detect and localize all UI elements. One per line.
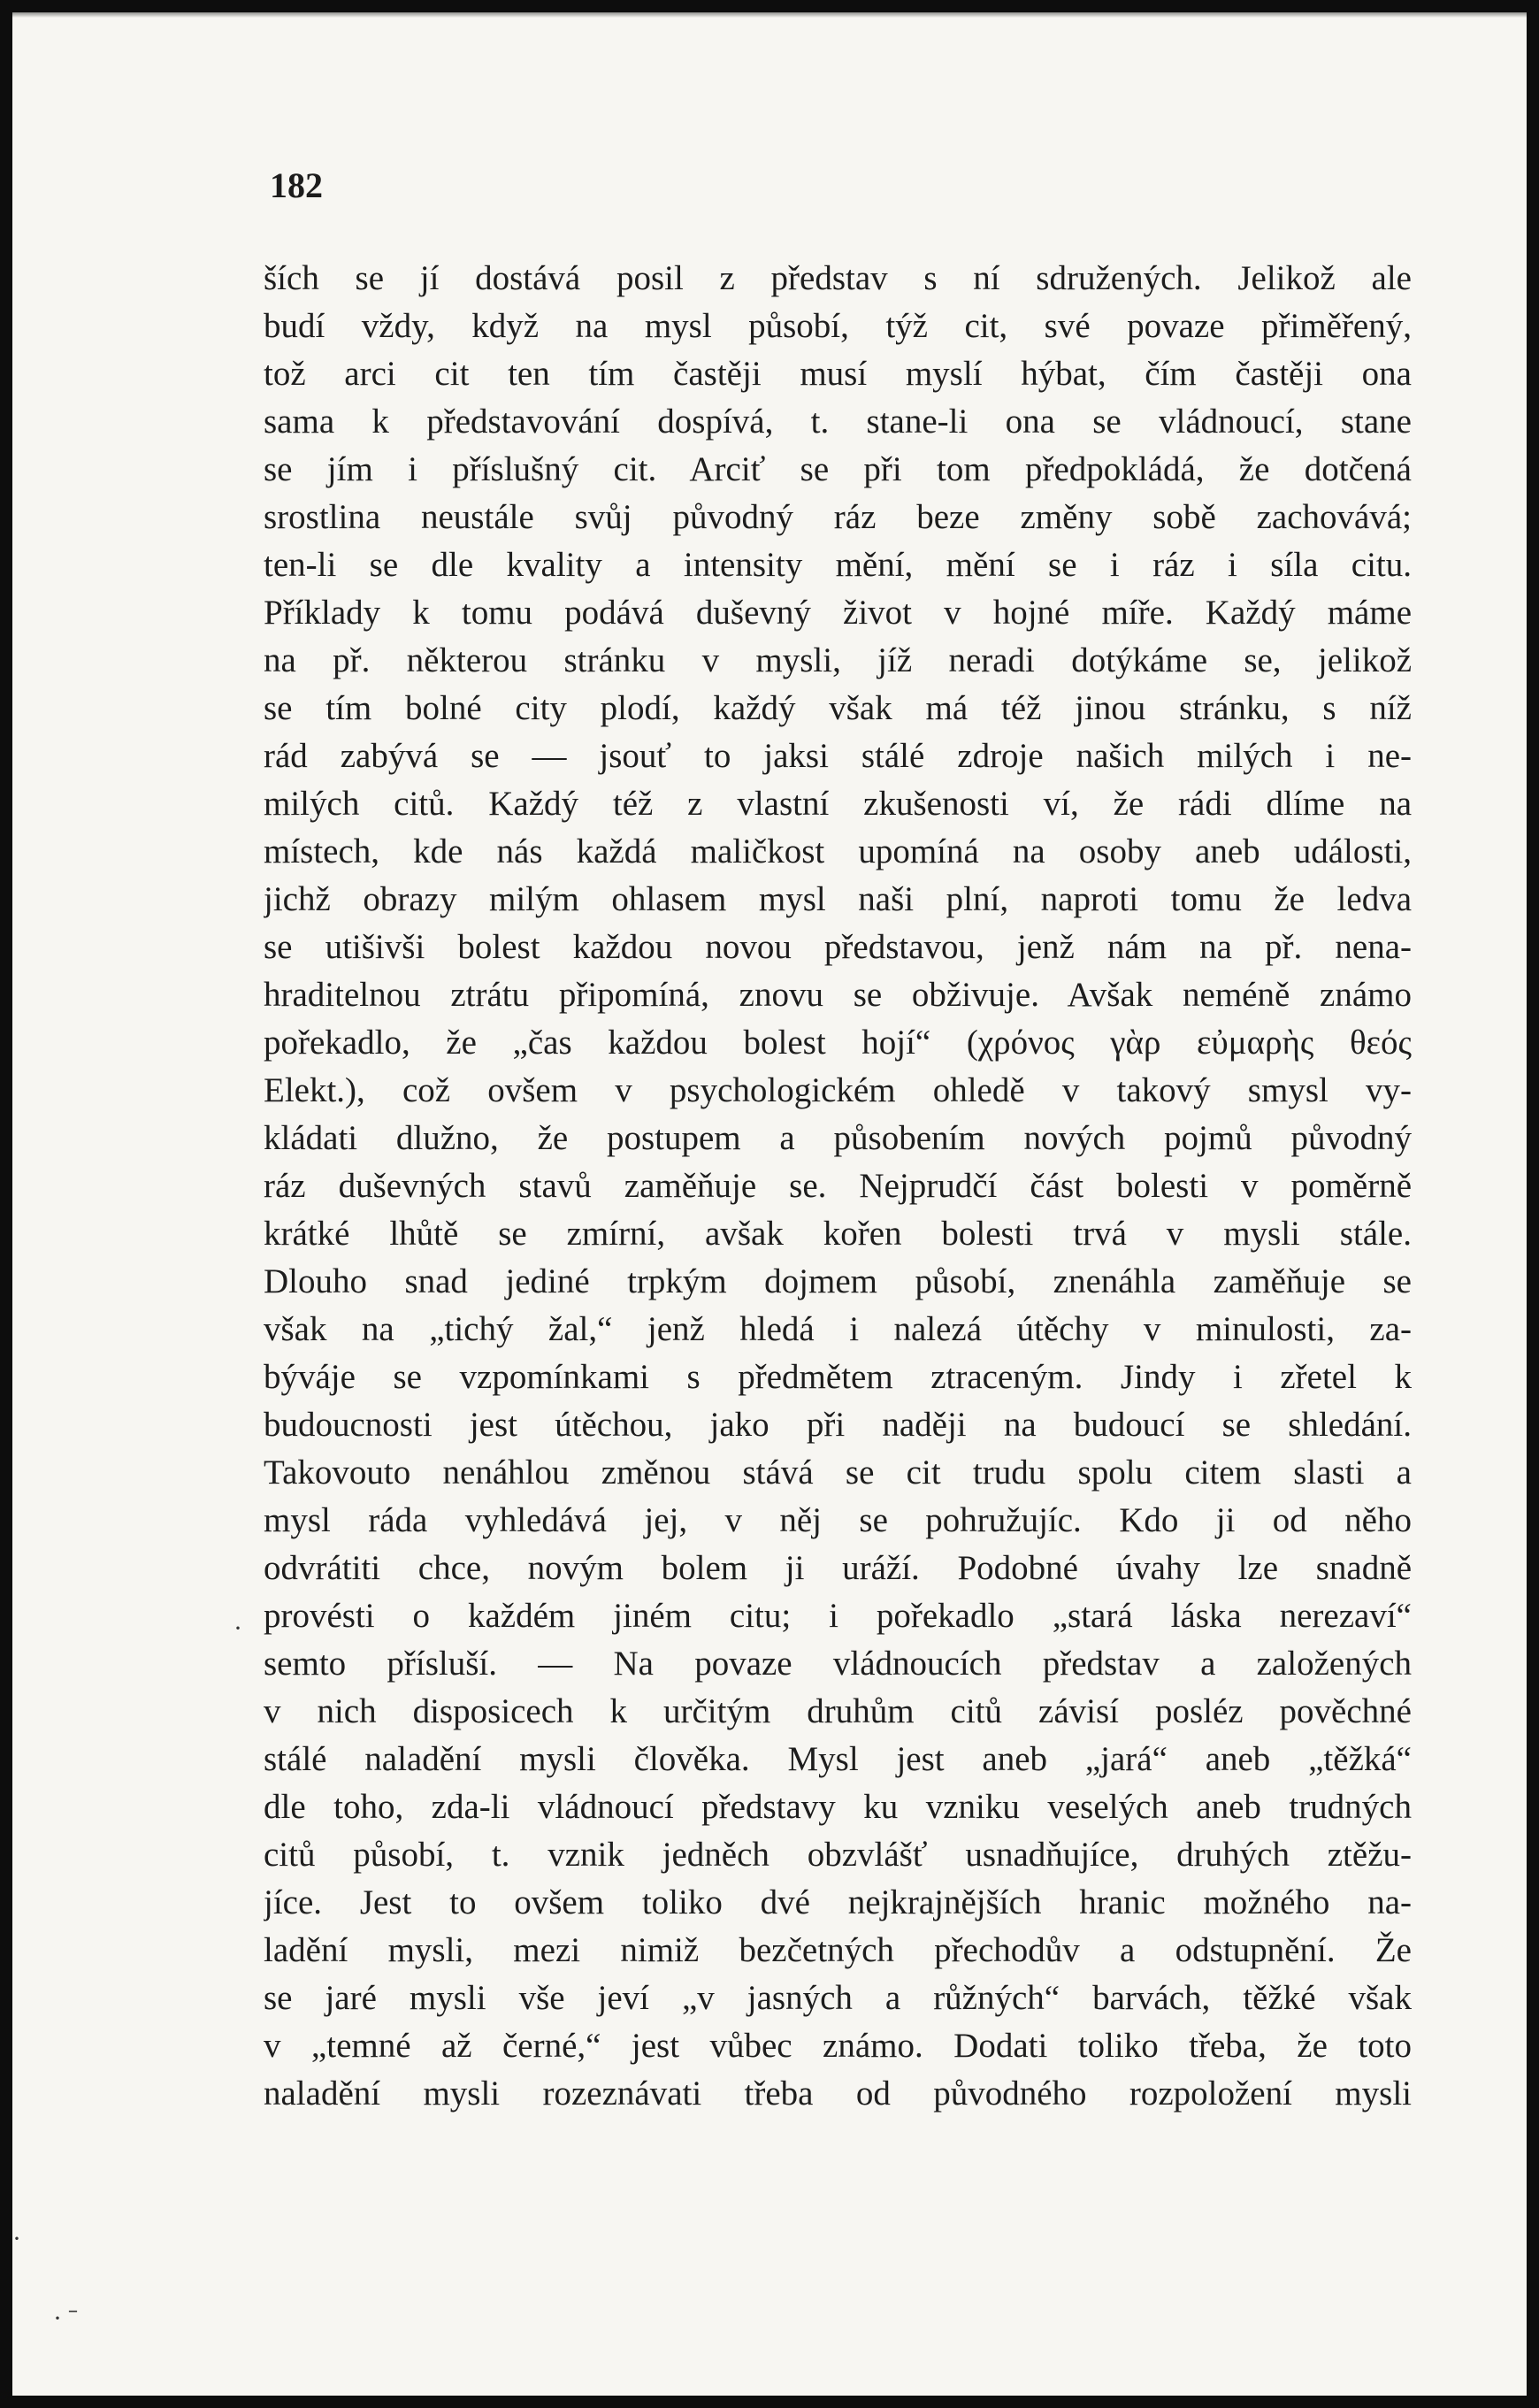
- text-line: naladění mysli rozeznávati třeba od původného rozpoložení mysli: [264, 2074, 1412, 2113]
- text-line: budí vždy, když na mysl působí, týž cit, své povaze přiměřený,: [264, 307, 1412, 345]
- text-line: se jím i příslušný cit. Arciť se při tom předpokládá, že dotčená: [264, 450, 1412, 488]
- text-line: sama k představování dospívá, t. stane-li ona se vládnoucí, stane: [264, 403, 1412, 441]
- text-line: však na „tichý žal,“ jenž hledá i nalezá útěchy v minulosti, za-: [264, 1310, 1412, 1348]
- text-line: místech, kde nás každá maličkost upomíná na osoby aneb události,: [264, 832, 1412, 870]
- top-edge-shadow: [12, 12, 1527, 18]
- page-number: 182: [270, 165, 323, 205]
- text-line: na př. některou stránku v mysli, jíž neradi dotýkáme se, jelikož: [264, 641, 1412, 679]
- text-line: stálé naladění mysli člověka. Mysl jest aneb „jará“ aneb „těžká“: [264, 1740, 1412, 1778]
- text-line: v „temné až černé,“ jest vůbec známo. Dodati toliko třeba, že toto: [264, 2027, 1412, 2065]
- text-line: semto přísluší. — Na povaze vládnoucích představ a založených: [264, 1645, 1412, 1683]
- text-line: v nich disposicech k určitým druhům citů závisí posléz pověchné: [264, 1692, 1412, 1730]
- text-line: citů působí, t. vznik jedněch obzvlášť usnadňujíce, druhých ztěžu-: [264, 1836, 1412, 1874]
- text-line: tož arci cit ten tím častěji musí myslí hýbat, čím častěji ona: [264, 355, 1412, 393]
- text-line: mysl ráda vyhledává jej, v něj se pohružujíc. Kdo ji od něho: [264, 1501, 1412, 1539]
- text-line: jíce. Jest to ovšem toliko dvé nejkrajnějších hranic možného na-: [264, 1883, 1412, 1921]
- text-line: Dlouho snad jediné trpkým dojmem působí, znenáhla zaměňuje se: [264, 1262, 1412, 1300]
- margin-speck: ·: [12, 2224, 21, 2253]
- text-line: provésti o každém jiném citu; i pořekadlo „stará láska nerezaví“: [264, 1597, 1412, 1635]
- text-line: krátké lhůtě se zmírní, avšak kořen bolesti trvá v mysli stále.: [264, 1215, 1412, 1253]
- text-line: ten-li se dle kvality a intensity mění, mění se i ráz i síla citu.: [264, 546, 1412, 584]
- body-text: [264, 255, 1412, 2118]
- text-line: se utišivši bolest každou novou představou, jenž nám na př. nena-: [264, 928, 1412, 966]
- text-line: jichž obrazy milým ohlasem mysl naši plní, naproti tomu že ledva: [264, 880, 1412, 918]
- text-line: milých citů. Každý též z vlastní zkušenosti ví, že rádi dlíme na: [264, 785, 1412, 823]
- book-page: [12, 12, 1527, 2396]
- text-line: srostlina neustále svůj původný ráz beze změny sobě zachovává;: [264, 498, 1412, 536]
- text-line: ších se jí dostává posil z představ s ní sdružených. Jelikož ale: [264, 259, 1412, 297]
- margin-speck: ·: [234, 1614, 242, 1643]
- margin-speck: · ˉ: [53, 2304, 78, 2333]
- text-line: býváje se vzpomínkami s předmětem ztraceným. Jindy i zřetel k: [264, 1358, 1412, 1396]
- text-line: Elekt.), což ovšem v psychologickém ohledě v takový smysl vy-: [264, 1071, 1412, 1109]
- text-line: pořekadlo, že „čas každou bolest hojí“ (χρόνος γὰρ εὐμαρὴς θεός: [264, 1024, 1412, 1062]
- text-line: dle toho, zda-li vládnoucí představy ku vzniku veselých aneb trudných: [264, 1788, 1412, 1826]
- text-line: Příklady k tomu podává duševný život v hojné míře. Každý máme: [264, 594, 1412, 632]
- text-line: budoucnosti jest útěchou, jako při naději na budoucí se shledání.: [264, 1406, 1412, 1444]
- text-line: odvrátiti chce, novým bolem ji uráží. Podobné úvahy lze snadně: [264, 1549, 1412, 1587]
- text-line: se jaré mysli vše jeví „v jasných a růžných“ barvách, těžké však: [264, 1979, 1412, 2017]
- text-line: ladění mysli, mezi nimiž bezčetných přechodův a odstupnění. Že: [264, 1931, 1412, 1969]
- text-line: se tím bolné city plodí, každý však má též jinou stránku, s níž: [264, 689, 1412, 727]
- text-line: kládati dlužno, že postupem a působením nových pojmů původný: [264, 1119, 1412, 1157]
- text-line: Takovouto nenáhlou změnou stává se cit trudu spolu citem slasti a: [264, 1453, 1412, 1492]
- text-line: ráz duševných stavů zaměňuje se. Nejprudčí část bolesti v poměrně: [264, 1167, 1412, 1205]
- text-line: hraditelnou ztrátu připomíná, znovu se obživuje. Avšak neméně známo: [264, 976, 1412, 1014]
- text-line: rád zabývá se — jsouť to jaksi stálé zdroje našich milých i ne-: [264, 737, 1412, 775]
